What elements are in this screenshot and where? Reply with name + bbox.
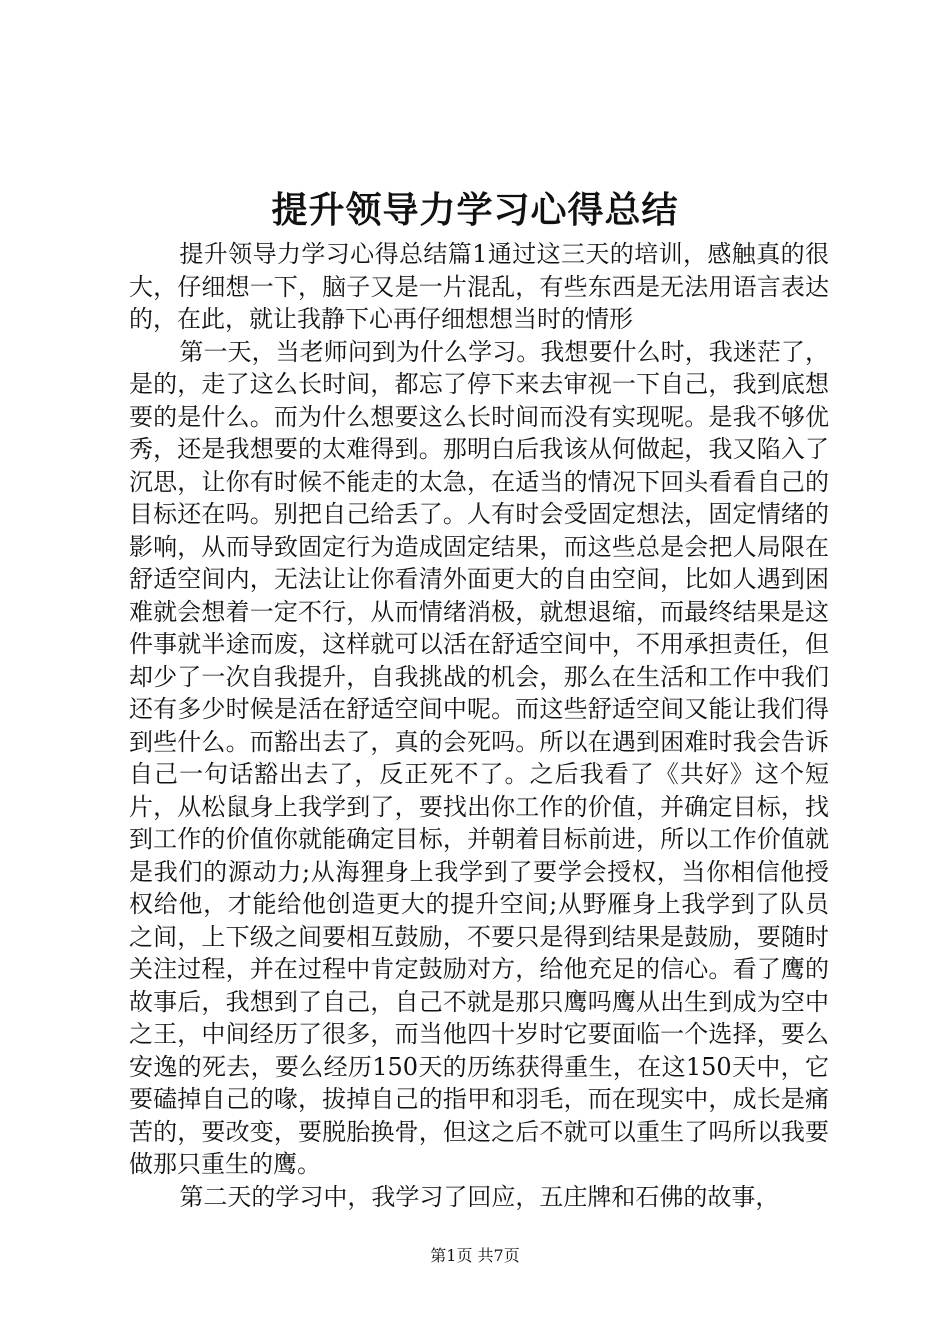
paragraph-day-two: 第二天的学习中，我学习了回应，五庄牌和石佛的故事， xyxy=(179,1182,780,1211)
paragraph-day-one: 第一天，当老师问到为什么学习。我想要什么时，我迷茫了，是的，走了这么长时间，都忘了停下来去审视一下自己，我到底想要的是什么。而为什么想要这么长时间而没有实现呢。是我不够优秀，还是我想要的太难得到。那明白后我该从何做起，我又陷入了沉思，让你有时候不能走的太急，在适当的情况下回头看看自己的目标还在吗。别把自己给丢了。人有时会受固定想法，固定情绪的影响，从而导致固定行为造成固定结果，而这些总是会把人局限在舒适空间内，无法让让你看清外面更大的自由空间，比如人遇到困难就会想着一定不行，从而情绪消极，就想退缩，而最终结果是这件事就半途而废，这样就可以活在舒适空间中，不用承担责任，但却少了一次自我提升，自我挑战的机会，那么在生活和工作中我们还有多少时候是活在舒适空间中呢。而这些舒适空间又能让我们得到些什么。而豁出去了，真的会死吗。所以在遇到困难时我会告诉自己一句话豁出去了，反正死不了。之后我看了《共好》这个短片，从松鼠身上我学到了，要找出你工作的价值，并确定目标，找到工作的价值你就能确定目标，并朝着目标前进，所以工作价值就是我们的源动力;从海狸身上我学到了要学会授权，当你相信他授权给他，才能给他创造更大的提升空间;从野雁身上我学到了队员之间，上下级之间要相互鼓励，不要只是得到结果是鼓励，要随时关注过程，并在过程中肯定鼓励对方，给他充足的信心。看了鹰的故事后，我想到了自己，自己不就是那只鹰吗鹰从出生到成为空中之王，中间经历了很多，而当他四十岁时它要面临一个选择，要么安逸的死去，要么经历150天的历练获得重生，在这150天中，它要磕掉自己的喙，拔掉自己的指甲和羽毛，而在现实中，成长是痛苦的，要改变，要脱胎换骨，但这之后不就可以重生了吗所以我要做那只重生的鹰。 xyxy=(129,337,829,1178)
page-footer: 第1页 共7页 xyxy=(430,1246,520,1265)
paragraph-intro: 提升领导力学习心得总结篇1通过这三天的培训，感触真的很大，仔细想一下，脑子又是一片混乱，有些东西是无法用语言表达的，在此，就让我静下心再仔细想想当时的情形 xyxy=(129,240,829,333)
document-title: 提升领导力学习心得总结 xyxy=(271,189,679,231)
document-body xyxy=(129,238,829,1213)
